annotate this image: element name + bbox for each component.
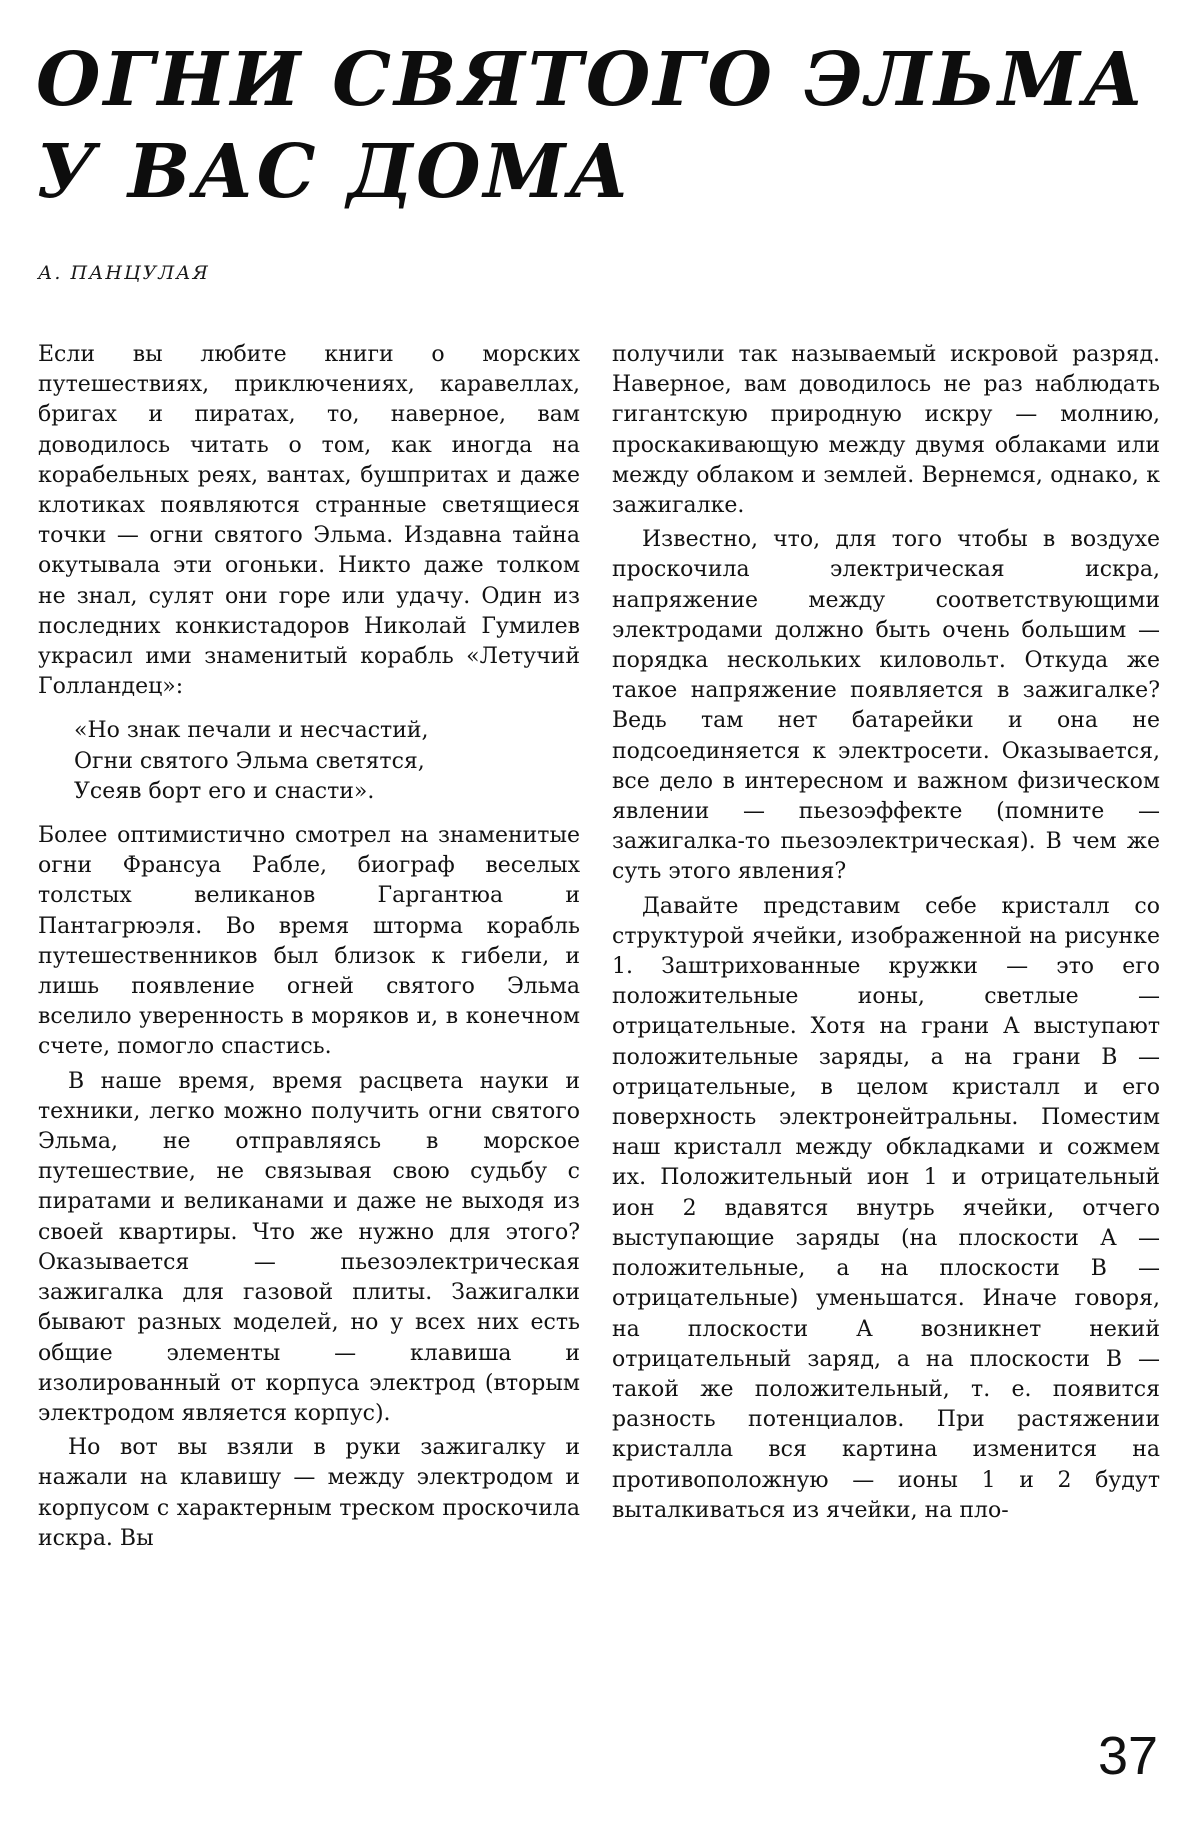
paragraph-intro: Если вы любите книги о морских путешествиях, приключениях, каравеллах, бригах и пиратах, то, наверное, вам доводилось читать о том, как иногда на корабельных реях, вантах, бушпритах и даже клотиках появляются странные светящиеся точки — огни святого Эльма. Издавна тайна окутывала эти огоньки. Никто даже толком не знал, сулят они горе или удачу. Один из последних конкистадоров Николай Гумилев украсил ими знаменитый корабль «Летучий Голландец»:: [38, 342, 580, 700]
article-title-line-2: У ВАС ДОМА: [36, 129, 632, 215]
text-column-right: [612, 340, 1160, 1526]
article-title: [36, 34, 1147, 218]
poem-line-3: Усеяв борт его и снасти».: [74, 778, 375, 804]
poem-line-1: «Но знак печали и несчастий,: [74, 718, 429, 744]
paragraph-modern-times: В наше время, время расцвета науки и техники, легко можно получить огни святого Эльма, не отправляясь в морское путешествие, не связывая свою судьбу с пиратами и великанами и даже не выходя из своей квартиры. Что же нужно для этого? Оказывается — пьезоэлектрическая зажигалка для газовой плиты. Зажигалки бывают разных моделей, но у всех них есть общие элементы — клавиша и изолированный от корпуса электрод (вторым электродом является корпус).: [38, 1068, 580, 1426]
paragraph-rabelais: Более оптимистично смотрел на знаменитые огни Франсуа Рабле, биограф веселых толстых великанов Гаргантюа и Пантагрюэля. Во время шторма корабль путешественников был близок к гибели, и лишь появление огней святого Эльма вселило уверенность в моряков и, в конечном счете, помогло спастись.: [38, 823, 580, 1060]
paragraph-spark-discharge: получили так называемый искровой разряд. Наверное, вам доводилось не раз наблюдать гигантскую природную искру — молнию, проскакивающую между двумя облаками или между облаком и землей. Вернемся, однако, к зажигалке.: [612, 342, 1160, 519]
poem-line-2: Огни святого Эльма светятся,: [74, 748, 425, 774]
article-author: А. ПАНЦУЛАЯ: [38, 262, 210, 284]
article-title-line-1: ОГНИ СВЯТОГО ЭЛЬМА: [36, 37, 1147, 123]
paragraph-piezo-effect: Известно, что, для того чтобы в воздухе проскочила электрическая искра, напряжение между соответствующими электродами должно быть очень большим — порядка нескольких киловольт. Откуда же такое напряжение появляется в зажигалке? Ведь там нет батарейки и она не подсоединяется к электросети. Оказывается, все дело в интересном и важном физическом явлении — пьезоэффекте (помните — зажигалка-то пьезоэлектрическая). В чем же суть этого явления?: [612, 527, 1160, 885]
poem-quote: [74, 716, 580, 807]
text-column-left: [38, 340, 580, 1554]
page-number: 37: [1098, 1726, 1159, 1786]
paragraph-lighter-spark: Но вот вы взяли в руки зажигалку и нажали на клавишу — между электродом и корпусом с характерным треском проскочила искра. Вы: [38, 1435, 580, 1551]
paragraph-crystal-structure: Давайте представим себе кристалл со структурой ячейки, изображенной на рисунке 1. Заштрихованные кружки — это его положительные ионы, светлые — отрицательные. Хотя на грани А выступают положительные заряды, а на грани В — отрицательные, в целом кристалл и его поверхность электронейтральны. Поместим наш кристалл между обкладками и сожмем их. Положительный ион 1 и отрицательный ион 2 вдавятся внутрь ячейки, отчего выступающие заряды (на плоскости А — положительные, а на плоскости В — отрицательные) уменьшатся. Иначе говоря, на плоскости А возникнет некий отрицательный заряд, а на плоскости В — такой же положительный, т. е. появится разность потенциалов. При растяжении кристалла вся картина изменится на противоположную — ионы 1 и 2 будут выталкиваться из ячейки, на пло-: [612, 893, 1160, 1523]
